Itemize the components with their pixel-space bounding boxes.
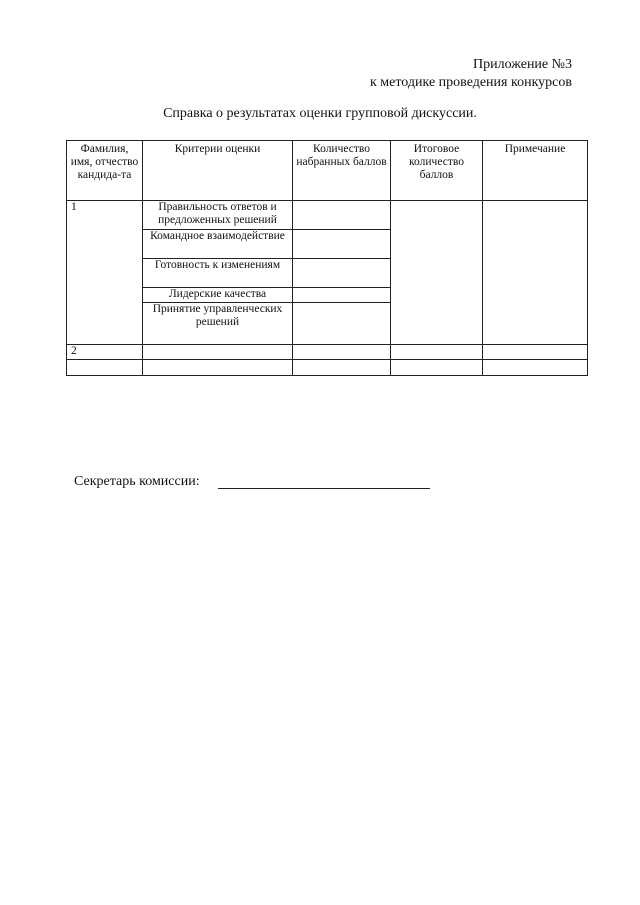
candidate-number-cell: 1 xyxy=(67,201,143,345)
criterion-cell: Командное взаимодействие xyxy=(143,230,293,259)
header-criteria: Критерии оценки xyxy=(143,141,293,201)
total-points-cell xyxy=(391,360,483,376)
total-points-cell xyxy=(391,201,483,345)
table-header-row xyxy=(67,141,588,201)
appendix-reference: к методике проведения конкурсов xyxy=(369,75,572,90)
header-candidate-name: Фамилия, имя, отчество кандида-та xyxy=(67,141,143,201)
candidate-number-cell: 2 xyxy=(67,345,143,360)
note-cell xyxy=(483,345,588,360)
header-total-points: Итоговое количество баллов xyxy=(391,141,483,201)
header-note: Примечание xyxy=(483,141,588,201)
points-cell xyxy=(293,201,391,230)
points-cell xyxy=(293,259,391,288)
criterion-cell xyxy=(143,360,293,376)
points-cell xyxy=(293,360,391,376)
criterion-cell: Принятие управленческих решений xyxy=(143,303,293,345)
candidate-number-cell xyxy=(67,360,143,376)
results-table xyxy=(66,140,588,376)
appendix-number: Приложение №3 xyxy=(473,57,572,72)
note-cell xyxy=(483,360,588,376)
criterion-cell xyxy=(143,345,293,360)
criterion-cell: Правильность ответов и предложенных решений xyxy=(143,201,293,230)
criterion-cell: Готовность к изменениям xyxy=(143,259,293,288)
table-row xyxy=(67,345,588,360)
secretary-label: Секретарь комиссии: xyxy=(74,474,200,489)
points-cell xyxy=(293,230,391,259)
document-title: Справка о результатах оценки групповой дискуссии. xyxy=(163,106,477,121)
appendix-caption xyxy=(312,56,572,92)
points-cell xyxy=(293,303,391,345)
criterion-cell: Лидерские качества xyxy=(143,288,293,303)
points-cell xyxy=(293,345,391,360)
note-cell xyxy=(483,201,588,345)
table-row xyxy=(67,360,588,376)
table-row xyxy=(67,201,588,230)
header-points: Количество набранных баллов xyxy=(293,141,391,201)
total-points-cell xyxy=(391,345,483,360)
points-cell xyxy=(293,288,391,303)
signature-line xyxy=(218,488,430,489)
